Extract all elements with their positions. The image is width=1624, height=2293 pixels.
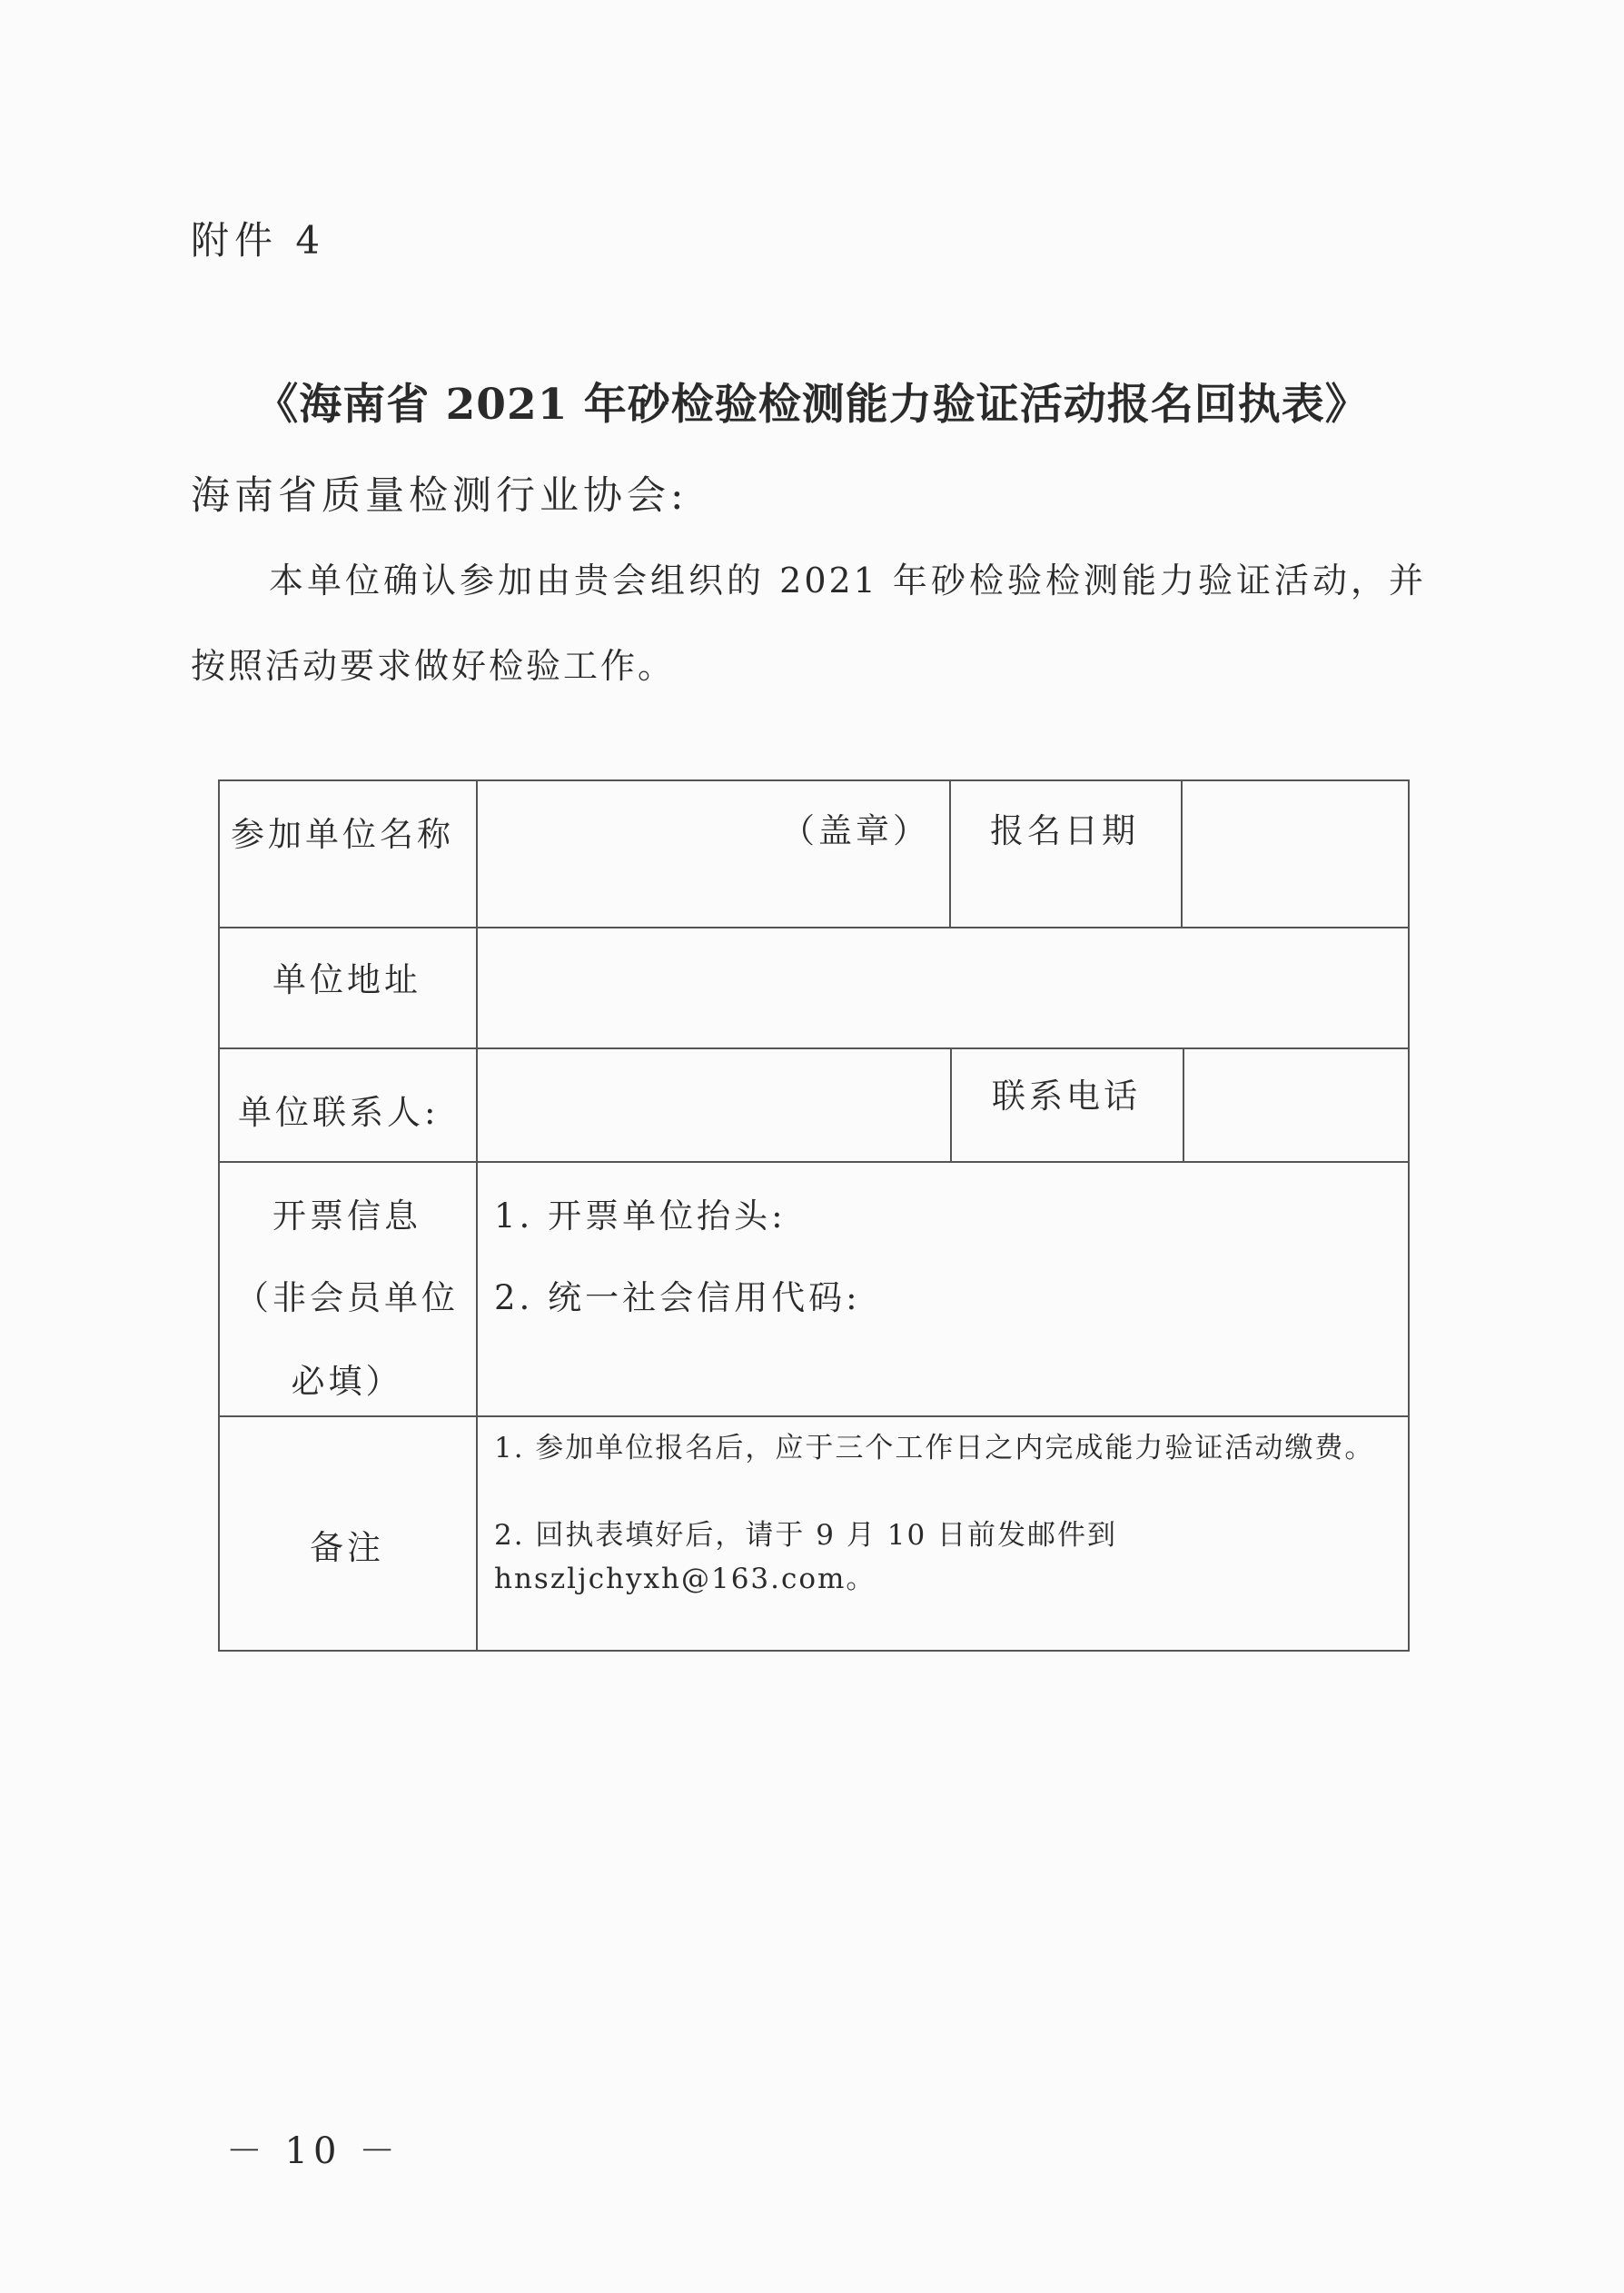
contact-label: 单位联系人:: [238, 1093, 440, 1132]
table-border-right: [1408, 779, 1410, 1652]
table-border-bottom: [218, 1650, 1410, 1652]
row-divider: [218, 927, 1410, 928]
attachment-label: 附件 4: [191, 218, 326, 263]
column-divider: [950, 1047, 952, 1161]
invoice-label-note: 必填）: [291, 1362, 403, 1401]
page-number: － 10 －: [225, 2130, 401, 2172]
unit-name-label: 参加单位名称: [231, 815, 454, 854]
column-divider: [1181, 779, 1183, 927]
registration-table: [218, 779, 1410, 1652]
invoice-label: 开票信息: [272, 1196, 421, 1236]
remark-item: 1. 参加单位报名后，应于三个工作日之内完成能力验证活动缴费。: [494, 1432, 1375, 1464]
column-divider: [949, 779, 951, 927]
date-label: 报名日期: [990, 811, 1139, 850]
column-divider: [476, 779, 478, 1652]
row-divider: [218, 1161, 1410, 1163]
credit-code-item: 2. 统一社会信用代码:: [494, 1278, 861, 1317]
invoice-title-item: 1. 开票单位抬头:: [494, 1196, 787, 1236]
row-divider: [218, 1047, 1410, 1049]
body-paragraph: 本单位确认参加由贵会组织的 2021 年砂检验检测能力验证活动，并按照活动要求做好检验工作。: [191, 561, 1426, 686]
contact-field[interactable]: [480, 1051, 948, 1159]
phone-label: 联系电话: [992, 1077, 1141, 1116]
page-title: 《海南省 2021 年砂检验检测能力验证活动报名回执表》: [255, 380, 1369, 430]
seal-note: （盖章）: [781, 811, 930, 850]
address-field[interactable]: [480, 930, 1406, 1046]
row-divider: [218, 1415, 1410, 1417]
addressee: 海南省质量检测行业协会:: [191, 473, 688, 519]
column-divider: [1183, 1047, 1184, 1161]
date-field[interactable]: [1184, 781, 1406, 925]
phone-field[interactable]: [1186, 1051, 1406, 1159]
address-label: 单位地址: [272, 960, 421, 999]
remark-item: 2. 回执表填好后，请于 9 月 10 日前发邮件到 hnszljchyxh@163.com。: [494, 1519, 1118, 1595]
invoice-label-note: （非会员单位: [235, 1278, 459, 1317]
remarks-label: 备注: [310, 1528, 384, 1567]
